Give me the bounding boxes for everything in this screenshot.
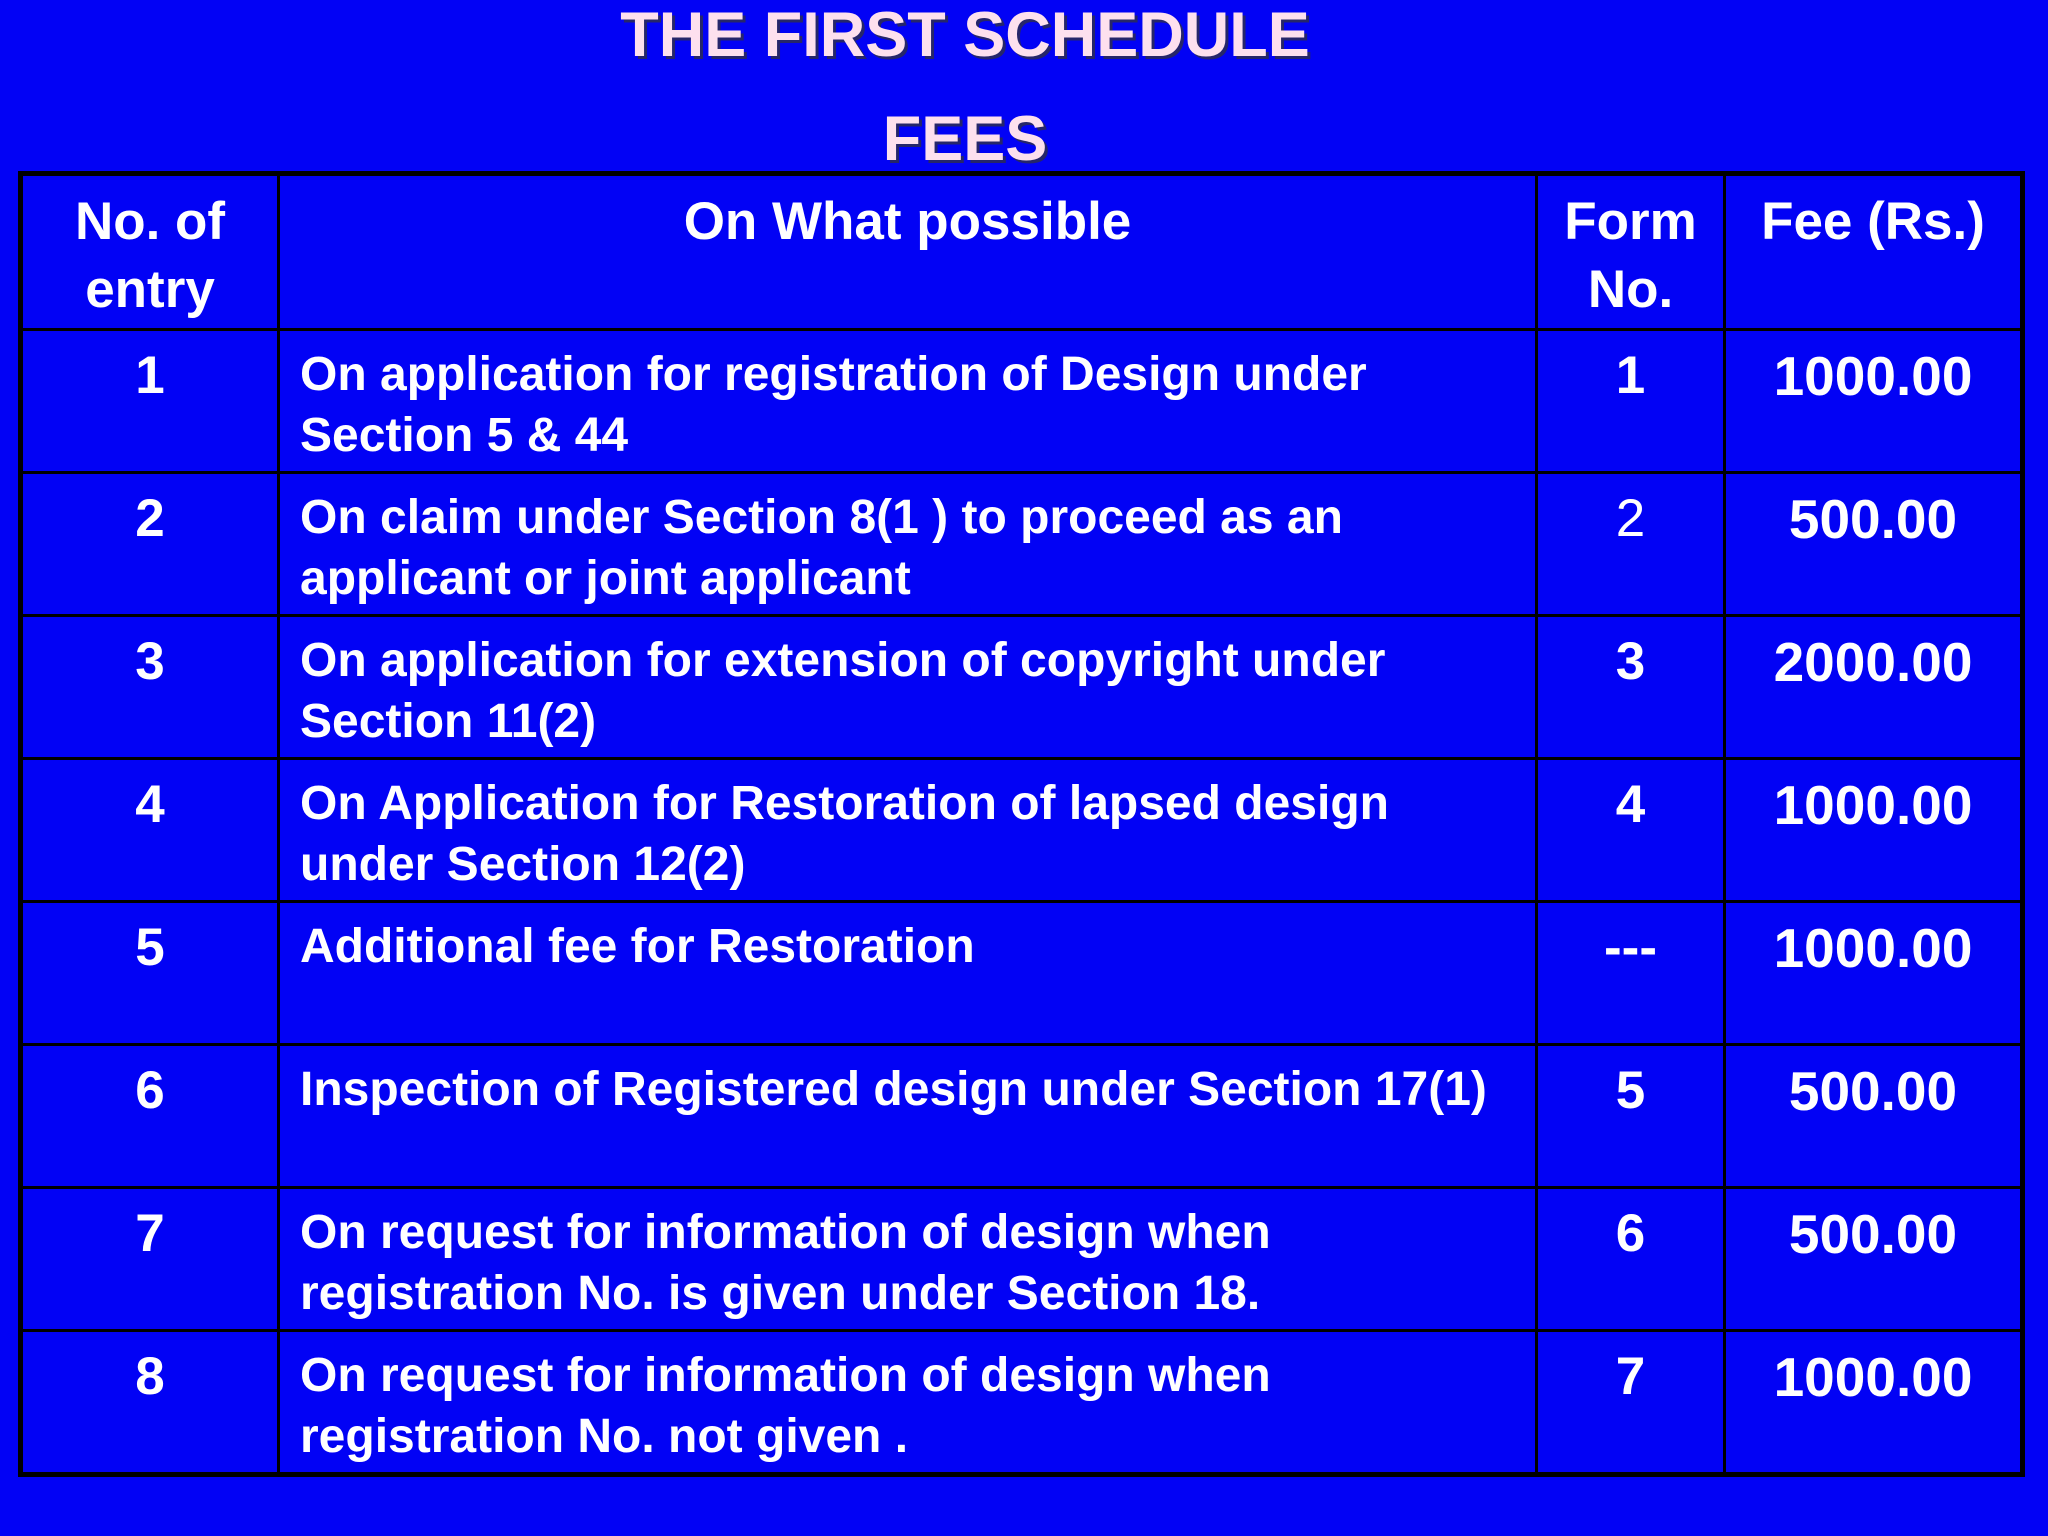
table-row xyxy=(21,1188,2023,1331)
purpose-cell: On application for extension of copyright under Section 11(2) xyxy=(279,616,1537,759)
fee-cell: 2000.00 xyxy=(1725,616,2023,759)
fee-cell: 1000.00 xyxy=(1725,902,2023,1045)
fee-cell: 500.00 xyxy=(1725,473,2023,616)
header-form: Form No. xyxy=(1537,174,1725,330)
page-title: THE FIRST SCHEDULE xyxy=(620,0,1310,70)
header-purpose: On What possible xyxy=(279,174,1537,330)
entry-cell: 2 xyxy=(21,473,279,616)
form-cell: 2 xyxy=(1537,473,1725,616)
table-row xyxy=(21,330,2023,473)
entry-cell: 7 xyxy=(21,1188,279,1331)
entry-cell: 1 xyxy=(21,330,279,473)
table-row xyxy=(21,1045,2023,1188)
entry-cell: 3 xyxy=(21,616,279,759)
fee-cell: 1000.00 xyxy=(1725,759,2023,902)
form-cell: 3 xyxy=(1537,616,1725,759)
form-cell: 1 xyxy=(1537,330,1725,473)
entry-cell: 4 xyxy=(21,759,279,902)
form-cell: --- xyxy=(1537,902,1725,1045)
purpose-cell: On application for registration of Design under Section 5 & 44 xyxy=(279,330,1537,473)
table-row xyxy=(21,902,2023,1045)
entry-cell: 8 xyxy=(21,1331,279,1475)
fee-cell: 1000.00 xyxy=(1725,330,2023,473)
header-entry: No. of entry xyxy=(21,174,279,330)
entry-cell: 5 xyxy=(21,902,279,1045)
header-fee: Fee (Rs.) xyxy=(1725,174,2023,330)
fees-table xyxy=(18,171,2025,1477)
table-row xyxy=(21,473,2023,616)
purpose-cell: On request for information of design when registration No. is given under Section 18. xyxy=(279,1188,1537,1331)
form-cell: 6 xyxy=(1537,1188,1725,1331)
table-row xyxy=(21,616,2023,759)
purpose-cell: On Application for Restoration of lapsed design under Section 12(2) xyxy=(279,759,1537,902)
fee-cell: 1000.00 xyxy=(1725,1331,2023,1475)
page-subtitle: FEES xyxy=(882,104,1048,174)
form-cell: 4 xyxy=(1537,759,1725,902)
form-cell: 7 xyxy=(1537,1331,1725,1475)
table-row xyxy=(21,1331,2023,1475)
purpose-cell: On claim under Section 8(1 ) to proceed as an applicant or joint applicant xyxy=(279,473,1537,616)
form-cell: 5 xyxy=(1537,1045,1725,1188)
purpose-cell: On request for information of design when registration No. not given . xyxy=(279,1331,1537,1475)
purpose-cell: Additional fee for Restoration xyxy=(279,902,1537,1045)
fee-cell: 500.00 xyxy=(1725,1045,2023,1188)
purpose-cell: Inspection of Registered design under Section 17(1) xyxy=(279,1045,1537,1188)
fee-cell: 500.00 xyxy=(1725,1188,2023,1331)
table-row xyxy=(21,759,2023,902)
table-header-row xyxy=(21,174,2023,330)
entry-cell: 6 xyxy=(21,1045,279,1188)
